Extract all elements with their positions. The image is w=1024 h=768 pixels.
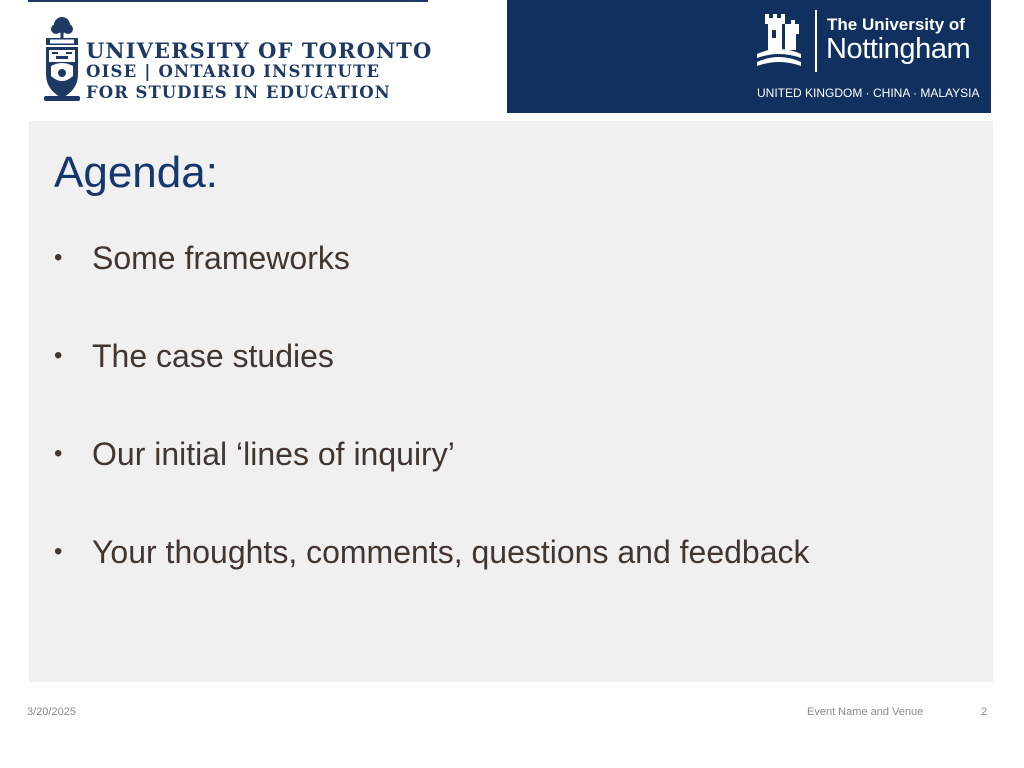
list-item: [54, 534, 810, 570]
list-item: [54, 338, 334, 374]
uoft-logo-line-2: OISE | ONTARIO INSTITUTE: [86, 62, 381, 81]
content-panel: [29, 121, 993, 682]
bullet-text: Our initial ‘lines of inquiry’: [92, 436, 455, 472]
castle-icon: [755, 10, 803, 72]
uoft-crest-icon: [42, 16, 82, 102]
bullet-icon: •: [54, 440, 63, 467]
bullet-text: Some frameworks: [92, 240, 350, 276]
bullet-icon: •: [54, 342, 63, 369]
bullet-text: Your thoughts, comments, questions and feedback: [92, 534, 810, 570]
uoft-oise-logo: [28, 0, 433, 112]
nottingham-name-line-2: Nottingham: [826, 33, 971, 65]
bullet-icon: •: [54, 244, 63, 271]
footer-page-number: 2: [981, 706, 988, 718]
bullet-text: The case studies: [92, 338, 334, 374]
nottingham-logo: [507, 0, 991, 113]
list-item: [54, 240, 350, 276]
uoft-logo-line-1: UNIVERSITY OF TORONTO: [86, 38, 433, 63]
logo-top-rule: [28, 0, 428, 2]
list-item: [54, 436, 455, 472]
slide-title: Agenda:: [54, 148, 218, 197]
logo-divider: [815, 10, 817, 72]
uoft-wordmark: [86, 40, 432, 103]
footer-date: 3/20/2025: [27, 706, 76, 718]
bullet-icon: •: [54, 538, 63, 565]
nottingham-tagline: UNITED KINGDOM · CHINA · MALAYSIA: [757, 86, 980, 100]
nottingham-name-line-1: The University of: [827, 15, 965, 34]
uoft-logo-line-3: FOR STUDIES IN EDUCATION: [86, 83, 391, 102]
footer-event-name: Event Name and Venue: [807, 706, 924, 718]
